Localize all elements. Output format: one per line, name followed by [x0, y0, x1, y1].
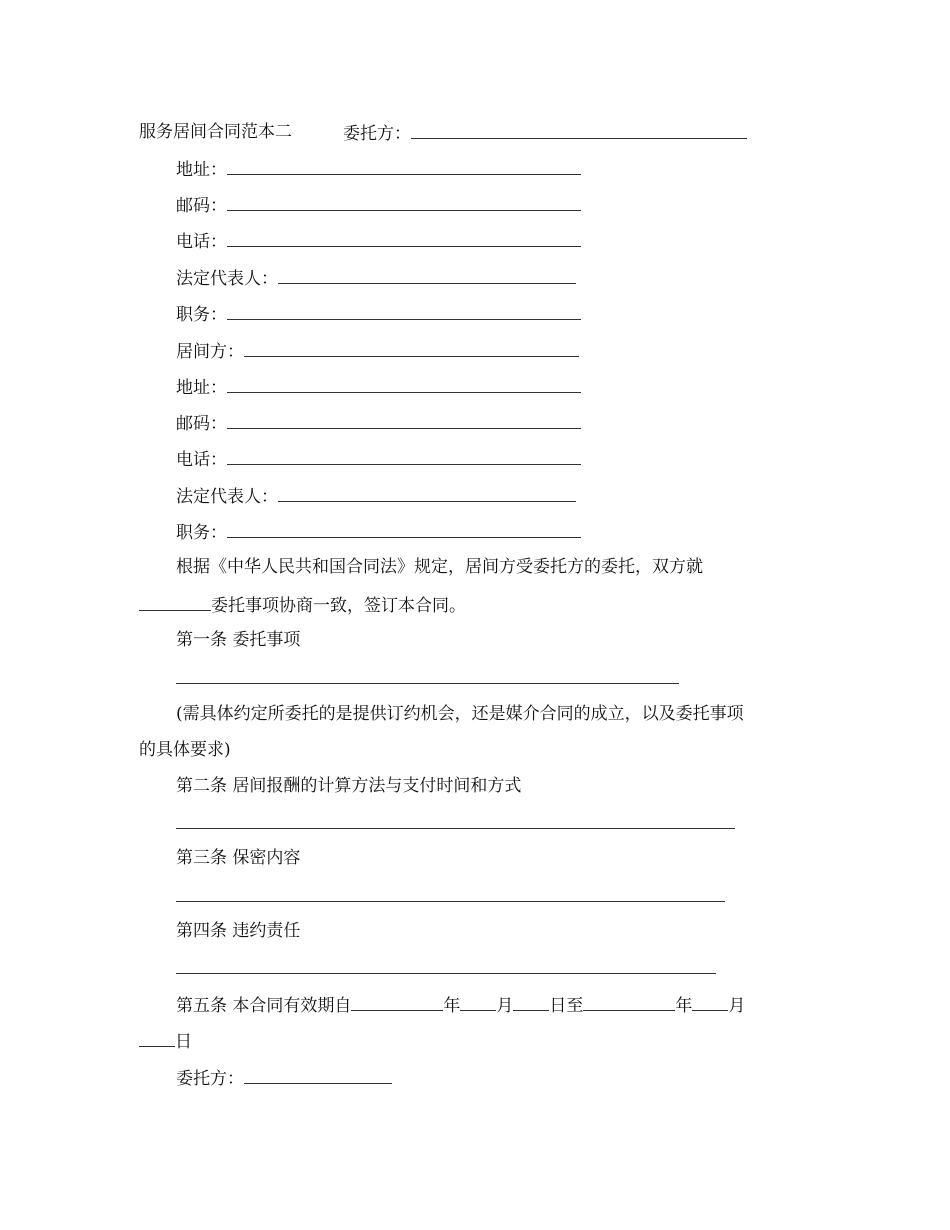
preamble-line-2 — [139, 594, 466, 616]
principal-phone-row — [176, 230, 581, 252]
year-label: 年 — [675, 996, 693, 1016]
field-label: 法定代表人： — [176, 487, 278, 507]
address-blank[interactable] — [227, 376, 581, 393]
end-month-blank[interactable] — [692, 994, 728, 1011]
principal-label: 委托方： — [343, 124, 411, 144]
principal-address-row — [176, 158, 581, 180]
intermediary-row — [176, 340, 579, 362]
field-label: 邮码： — [176, 414, 227, 434]
end-year-blank[interactable] — [583, 994, 675, 1011]
article-1-note-line-2: 的具体要求) — [139, 740, 231, 760]
start-year-blank[interactable] — [351, 994, 443, 1011]
intermediary-position-row — [176, 521, 581, 543]
start-month-blank[interactable] — [460, 994, 496, 1011]
principal-header — [343, 122, 747, 144]
field-label: 邮码： — [176, 196, 227, 216]
intermediary-postcode-row — [176, 412, 581, 434]
month-label: 月 — [728, 996, 746, 1016]
end-day-blank[interactable] — [139, 1030, 175, 1047]
article-4-blank-line[interactable] — [176, 973, 716, 974]
article-1-note-line-1: (需具体约定所委托的是提供订约机会，还是媒介合同的成立，以及委托事项 — [176, 704, 744, 724]
preamble-line-1: 根据《中华人民共和国合同法》规定，居间方受委托方的委托，双方就 — [176, 557, 703, 577]
principal-legal-rep-row — [176, 267, 576, 289]
field-label: 职务： — [176, 523, 227, 543]
article-3-blank-line[interactable] — [176, 901, 725, 902]
preamble-text: 委托事项协商一致，签订本合同。 — [211, 596, 466, 616]
year-label: 年 — [443, 996, 461, 1016]
intermediary-legal-rep-row — [176, 485, 576, 507]
start-day-blank[interactable] — [513, 994, 549, 1011]
legal-rep-blank[interactable] — [278, 485, 576, 502]
field-label: 地址： — [176, 160, 227, 180]
phone-blank[interactable] — [227, 230, 581, 247]
phone-blank[interactable] — [227, 448, 581, 465]
article-5-prefix: 第五条 本合同有效期自 — [176, 996, 352, 1016]
address-blank[interactable] — [227, 158, 581, 175]
field-label: 电话： — [176, 232, 227, 252]
postcode-blank[interactable] — [227, 194, 581, 211]
article-3-title: 第三条 保密内容 — [176, 848, 301, 868]
closing-principal-row — [176, 1067, 392, 1089]
month-label: 月 — [496, 996, 514, 1016]
intermediary-name-blank[interactable] — [244, 340, 579, 357]
field-label: 职务： — [176, 305, 227, 325]
article-4-title: 第四条 违约责任 — [176, 921, 301, 941]
day-to-label: 日至 — [549, 996, 584, 1016]
article-1-title: 第一条 委托事项 — [176, 630, 301, 650]
closing-principal-blank[interactable] — [244, 1067, 392, 1084]
principal-position-row — [176, 303, 581, 325]
title-line — [139, 122, 292, 142]
closing-principal-label: 委托方： — [176, 1069, 244, 1089]
principal-postcode-row — [176, 194, 581, 216]
postcode-blank[interactable] — [227, 412, 581, 429]
principal-name-blank[interactable] — [411, 122, 747, 139]
field-label: 法定代表人： — [176, 269, 278, 289]
field-label: 电话： — [176, 450, 227, 470]
intermediary-address-row — [176, 376, 581, 398]
legal-rep-blank[interactable] — [278, 267, 576, 284]
article-2-title: 第二条 居间报酬的计算方法与支付时间和方式 — [176, 776, 522, 796]
position-blank[interactable] — [227, 521, 581, 538]
article-5-line-2 — [139, 1030, 192, 1052]
intermediary-label: 居间方： — [176, 342, 244, 362]
matter-blank[interactable] — [139, 594, 211, 611]
field-label: 地址： — [176, 378, 227, 398]
article-5-line-1 — [176, 994, 745, 1016]
article-2-blank-line[interactable] — [176, 828, 735, 829]
position-blank[interactable] — [227, 303, 581, 320]
article-1-blank-line[interactable] — [176, 683, 679, 684]
intermediary-phone-row — [176, 448, 581, 470]
day-label: 日 — [175, 1032, 192, 1052]
document-title: 服务居间合同范本二 — [139, 122, 292, 142]
